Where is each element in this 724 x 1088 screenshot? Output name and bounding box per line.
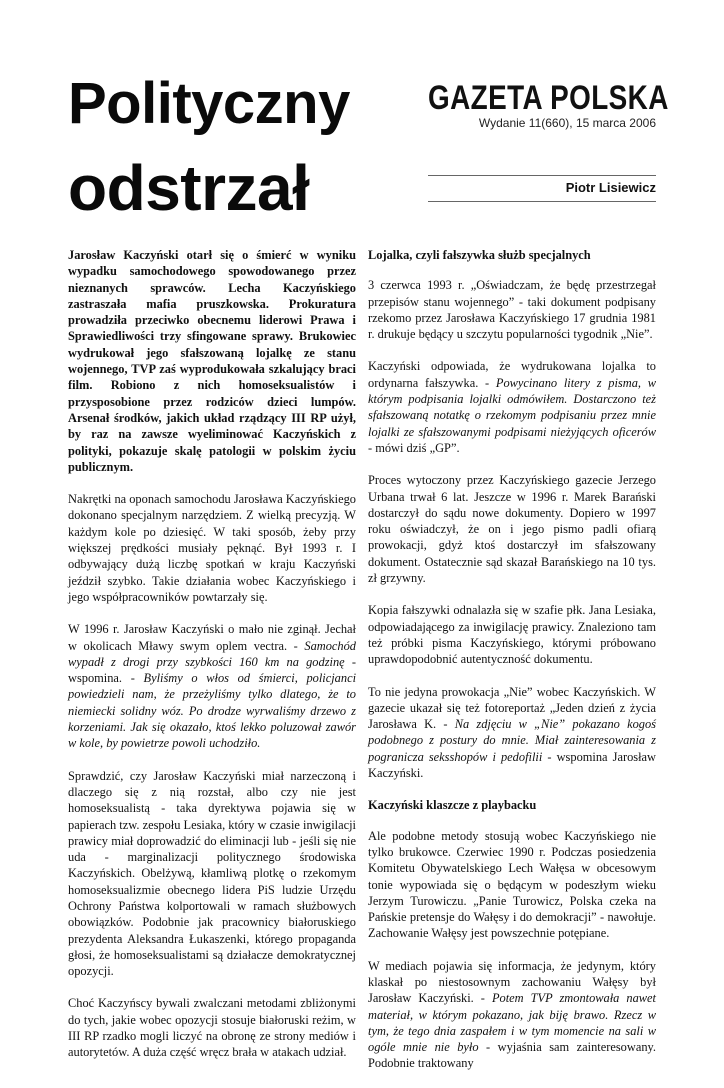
masthead-logo: GAZETA POLSKA (428, 79, 669, 117)
headline-line-2: odstrzał (68, 152, 310, 224)
paragraph-text: - wspomina. - (68, 654, 356, 686)
article-column-right (368, 247, 656, 1088)
quote: Na zdjęciu w „Nie” pokazano kogoś podobnego z postury do mnie. Miał zainteresowania z pogranicza seksshopów i pedofilii (368, 717, 656, 764)
paragraph: 3 czerwca 1993 r. „Oświadczam, że będę przestrzegał przepisów stanu wojennego” - taki dokument podpisany rzekomo przez Jarosława Kaczyńskiego 17 grudnia 1981 r. drukuje będący u szczytu popularności tygodnik „Nie”. (368, 278, 656, 342)
article-lead: Jarosław Kaczyński otarł się o śmierć w wyniku wypadku samochodowego spowodowanego przez nieznanych sprawców. Lecha Kaczyńskiego zastraszała mafia pruszkowska. Prokuratura prowadziła przeciwko obecnemu liderowi Prawa i Sprawiedliwości trzy sfingowane sprawy. Brukowiec wydrukował jego sfałszowaną lojalkę ze stanu wojennego, TVP zaś wyprodukowała szkalujący braci film. Robiono z nich homoseksualistów i przysposobione przez rodziców dzieci lumpów. Arsenał środków, jakich układ rządzący III RP użył, by raz na zawsze wyeliminować Kaczyńskich z polityki, pokazuje skalę patologii w polskim życiu publicznym. (68, 248, 356, 474)
paragraph-text: - wspomina Jarosław Kaczyński. (368, 749, 656, 781)
paragraph (368, 958, 656, 1072)
paragraph: Nakrętki na oponach samochodu Jarosława Kaczyńskiego dokonano specjalnym narzędziem. Z wielką precyzją. W każdym kole po dziesięć. W taki sposób, żeby przy większej prędkości musiały pęknąć. Był 1993 r. I odbywający dużą liczbę spotkań w kraju Kaczyński jeździł szybko. Takie działania wobec Kaczyńskiego i jego współpracowników powtarzały się. (68, 492, 356, 604)
paragraph: Sprawdzić, czy Jarosław Kaczyński miał narzeczoną i dlaczego się z nią rozstał, albo czy nie jest homoseksualistą - taka dyrektywa pojawia się w papierach tzw. zespołu Lesiaka, który w czasie inwigilacji prawicy miał doprowadzić do eliminacji lub - jeśli się nie uda - marginalizacji politycznego środowiska Kaczyńskich. Obelżywą, kłamliwą plotkę o rzekomym homoseksualizmie obecnego lidera PiS ludzie Urzędu Ochrony Państwa kolportowali w ramach służbowych obowiązków. Podobnie jak pracownicy białoruskiego prezydenta Aleksandra Łukaszenki, którego propaganda głosi, że homoseksualistami są działacze demokratycznej opozycji. (68, 768, 356, 979)
quote: Potem TVP zmontowała nawet materiał, w którym pokazano, jak biję brawo. Rzecz w tym, że tego dnia zaspałem i w tym momencie na sali w ogóle mnie nie było (368, 991, 657, 1055)
paragraph: Ale podobne metody stosują wobec Kaczyńskiego nie tylko brukowce. Czerwiec 1990 r. Podczas posiedzenia Komitetu Obywatelskiego Lech Wałęsa w obcesowym tonie wypowiada się o będącym w podeszłym wieku Jerzym Turowiczu. „Panie Turowicz, Polska czeka na Pańskie pretensje do Wałęsy i do demokracji” - nawołuje. Zachowanie Wałęsy jest powszechnie potępiane. (368, 828, 656, 941)
paragraph: Proces wytoczony przez Kaczyńskiego gazecie Jerzego Urbana trwał 6 lat. Jeszcze w 1996 r. Marek Barański dostarczył do sądu nowe dokumenty. Dopiero w 1997 roku oświadczył, że on i jego pismo padli ofiarą prowokacji, gdyż ktoś dostarczył im sfałszowany dokument. Ostatecznie sąd skazał Barańskiego na 10 tys. zł grzywny. (368, 473, 656, 586)
author-name: Piotr Lisiewicz (565, 180, 656, 195)
section-heading: Kaczyński klaszcze z playbacku (368, 798, 537, 813)
author-rule-top (428, 175, 656, 176)
headline-line-1: Polityczny (68, 71, 350, 136)
paragraph-text: Kaczyński odpowiada, że wydrukowana lojalka to ordynarna fałszywka. - (368, 359, 656, 390)
quote: Byliśmy o włos od śmierci, policjanci powiedzieli nam, że przeżyliśmy tylko dlatego, że to niemiecki solidny wóz. Po drodze wyrwaliśmy drzewo z korzeniami. Jak się okazało, ktoś lekko poluzował zawór w kole, by powietrze powoli uchodziło. (68, 671, 357, 751)
quote: Samochód wypadł z drogi przy szybkości 160 km na godzinę (68, 638, 356, 669)
author-rule-bottom (428, 201, 656, 202)
paragraph-text: - wyjaśnia sam zainteresowany. Podobnie traktowany (368, 1040, 656, 1071)
paragraph: Choć Kaczyńscy bywali zwalczani metodami zbliżonymi do tych, jakie wobec opozycji stosuje białoruski reżim, w III RP rzadko mogli liczyć na obronę ze strony mediów i autorytetów. A duża część wręcz brała w atakach udział. (68, 996, 356, 1060)
quote: Powycinano litery z pisma, w którym podpisania lojalki odmówiłem. Dostarczono też sfałszowaną notatkę o rzekomym podpisaniu przez mnie lojalki ze sfałszowanymi podpisami nieżyjących oficerów (368, 375, 656, 439)
edition-info: Wydanie 11(660), 15 marca 2006 (478, 116, 656, 130)
section-heading: Lojalka, czyli fałszywka służb specjalnych (368, 248, 591, 262)
paragraph-text: W 1996 r. Jarosław Kaczyński o mało nie zginął. Jechał w okolicach Mławy swym oplem vectra. - (68, 622, 356, 653)
paragraph (368, 358, 656, 456)
paragraph (68, 621, 356, 751)
paragraph (368, 684, 656, 782)
paragraph-text: W mediach pojawia się informacja, że jedynym, który klaskał po niestosownym zachowaniu Wałęsy był Jarosław Kaczyński. - (368, 958, 656, 1006)
article-column-left (68, 247, 356, 1077)
paragraph: Kopia fałszywki odnalazła się w szafie płk. Jana Lesiaka, odpowiadającego za inwigilację prawicy. Znaleziono tam też próbki pisma Kaczyńskiego, którymi próbowano uprawdopodobnić autentyczność dokumentu. (368, 603, 656, 667)
paragraph-text: - mówi dziś „GP”. (368, 440, 460, 455)
paragraph-text: To nie jedyna prowokacja „Nie” wobec Kaczyńskich. W gazecie ukazał się też fotoreportaż „Jeden dzień z życia Jarosława K. - (368, 684, 656, 732)
